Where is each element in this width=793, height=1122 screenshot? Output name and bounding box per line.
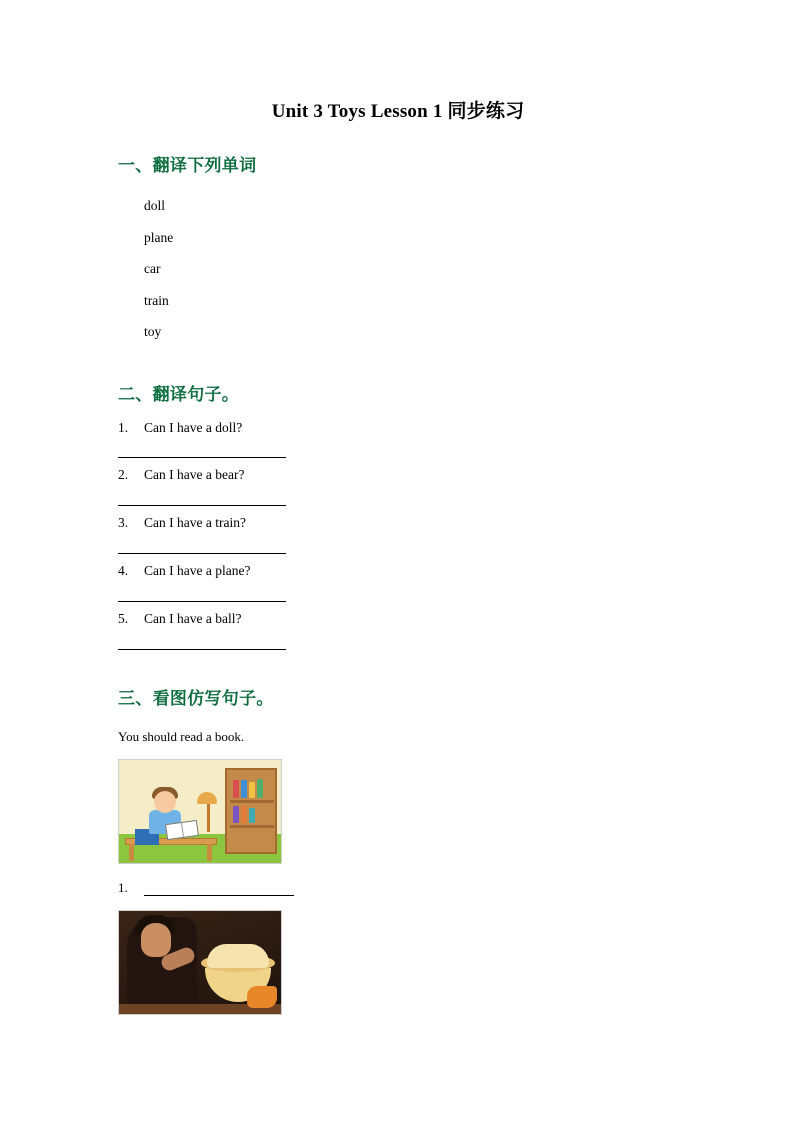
- list-item: car: [144, 261, 161, 276]
- snack-chips: [247, 986, 277, 1008]
- person-face: [141, 923, 171, 957]
- question-text: Can I have a ball?: [144, 610, 242, 626]
- answer-number: 1.: [118, 879, 128, 895]
- bookcase-icon: [225, 768, 277, 854]
- translation-question-list: [118, 421, 678, 650]
- list-item: [118, 421, 678, 459]
- question-text: Can I have a doll?: [144, 419, 243, 435]
- book-spine: [249, 808, 255, 823]
- answer-blank-line[interactable]: [118, 601, 286, 602]
- list-item: plane: [144, 229, 174, 245]
- photo-person-eating: [118, 910, 282, 1015]
- page-title: Unit 3 Toys Lesson 1 同步练习: [271, 101, 525, 122]
- shelf: [230, 825, 274, 828]
- question-number: 1.: [118, 419, 129, 435]
- book-spine: [233, 806, 239, 823]
- section-heading-1: 一、翻译下列单词: [118, 156, 257, 175]
- question-text: Can I have a train?: [144, 515, 246, 531]
- answer-blank-line[interactable]: [118, 457, 286, 458]
- desk-leg: [207, 844, 212, 861]
- answer-row: [118, 880, 678, 896]
- section-heading-3: 三、看图仿写句子。: [118, 688, 274, 708]
- boy-head: [154, 791, 176, 813]
- question-text: Can I have a bear?: [144, 467, 245, 483]
- list-item: [118, 516, 678, 554]
- word-list: [118, 190, 678, 348]
- question-number: 5.: [118, 610, 129, 626]
- question-number: 3.: [118, 515, 129, 531]
- list-item: [118, 564, 678, 602]
- question-line: [118, 564, 678, 579]
- book-spine: [241, 806, 247, 823]
- question-line: [118, 612, 678, 627]
- example-sentence: You should read a book.: [118, 728, 245, 744]
- popcorn: [207, 944, 269, 968]
- list-item: [118, 612, 678, 650]
- answer-blank-line[interactable]: [118, 505, 286, 506]
- answer-blank-line[interactable]: [144, 884, 294, 896]
- book-spine: [241, 780, 247, 798]
- lamp-pole: [207, 800, 210, 832]
- question-number: 4.: [118, 563, 129, 579]
- answer-blank-line[interactable]: [118, 649, 286, 650]
- question-text: Can I have a plane?: [144, 563, 251, 579]
- question-line: [118, 516, 678, 531]
- desk-leg: [129, 844, 134, 861]
- list-item: train: [144, 292, 169, 308]
- shelf: [230, 800, 274, 803]
- list-item: doll: [144, 198, 166, 213]
- list-item: [118, 468, 678, 506]
- question-number: 2.: [118, 467, 129, 483]
- list-item: toy: [144, 324, 162, 339]
- book-spine: [249, 782, 255, 798]
- section-heading-2: 二、翻译句子。: [118, 384, 240, 404]
- document-content: [118, 96, 678, 1015]
- answer-blank-line[interactable]: [118, 553, 286, 554]
- book-spine: [257, 779, 263, 798]
- question-line: [118, 468, 678, 483]
- illustration-boy-reading: [118, 759, 282, 864]
- book-spine: [233, 780, 239, 798]
- question-line: [118, 421, 678, 436]
